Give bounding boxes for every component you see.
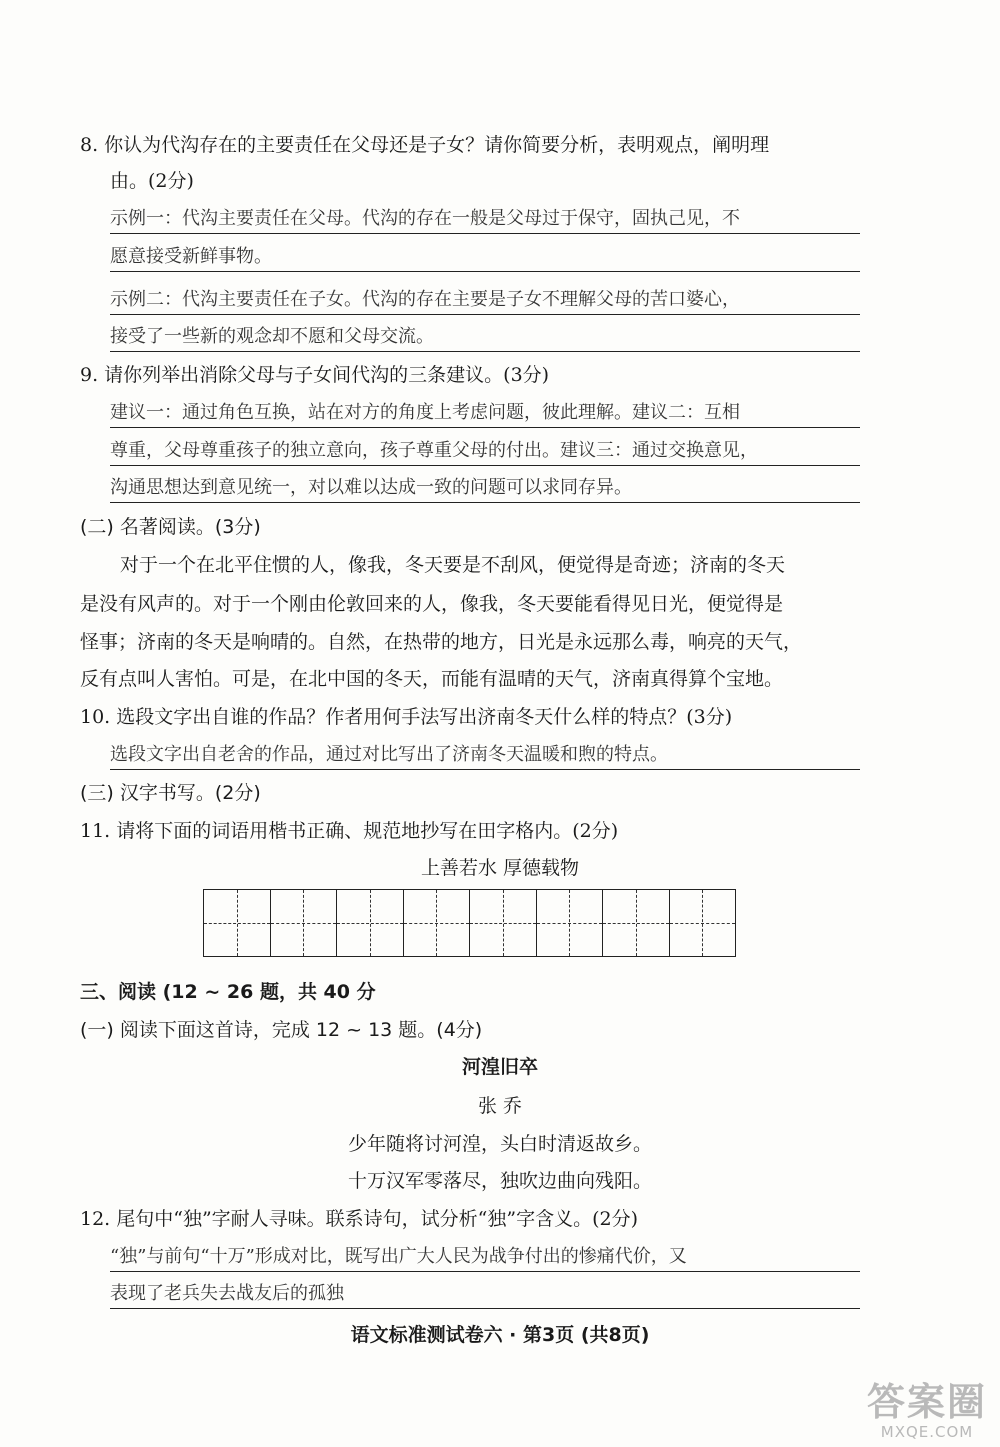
q10-line1: 10. 选段文字出自谁的作品？作者用何手法写出济南冬天什么样的特点？(3分): [80, 706, 733, 728]
section-2-title: (二) 名著阅读。(3分): [80, 516, 261, 538]
part-3-title: 三、阅读 (12 ~ 26 题，共 40 分: [80, 981, 376, 1003]
watermark-text: 答案圈: [866, 1380, 987, 1424]
page-footer: 语文标准测试卷六 · 第3页 (共8页): [350, 1324, 650, 1346]
q9-line1: 9. 请你列举出消除父母与子女间代沟的三条建议。(3分): [80, 364, 550, 386]
q8-answer-line1: 示例一：代沟主要责任在父母。代沟的存在一般是父母过于保守，固执己见，不: [110, 204, 860, 234]
passage-line3: 怪事；济南的冬天是响晴的。自然，在热带的地方，日光是永远那么毒，响亮的天气，: [80, 631, 803, 653]
q9-answer-line3: 沟通思想达到意见统一，对以难以达成一致的问题可以求同存异。: [110, 473, 860, 503]
q8-answer-line4: 接受了一些新的观念却不愿和父母交流。: [110, 322, 860, 352]
grid-cell[interactable]: [670, 890, 736, 956]
q8-answer-line3: 示例二：代沟主要责任在子女。代沟的存在主要是子女不理解父母的苦口婆心，: [110, 285, 860, 315]
q11-phrase: 上善若水 厚德载物: [420, 857, 580, 879]
q8-line1: 8. 你认为代沟存在的主要责任在父母还是子女？请你简要分析，表明观点，阐明理: [80, 134, 770, 156]
grid-cell[interactable]: [537, 890, 604, 956]
part-3-subtitle: (一) 阅读下面这首诗，完成 12 ~ 13 题。(4分): [80, 1019, 483, 1041]
watermark-url: MXQE.COM: [880, 1423, 974, 1441]
grid-cell[interactable]: [337, 890, 404, 956]
q8-answer-line2: 愿意接受新鲜事物。: [110, 242, 860, 272]
passage-line2: 是没有风声的。对于一个刚由伦敦回来的人，像我，冬天要能看得见日光，便觉得是: [80, 593, 784, 615]
grid-cell[interactable]: [470, 890, 537, 956]
grid-cell[interactable]: [271, 890, 338, 956]
q12-answer-line2: 表现了老兵失去战友后的孤独: [110, 1279, 860, 1309]
q12-line1: 12. 尾句中“独”字耐人寻味。联系诗句，试分析“独”字含义。(2分): [80, 1208, 639, 1230]
q12-answer-line1: “独”与前句“十万”形成对比，既写出广大人民为战争付出的惨痛代价，又: [110, 1242, 860, 1272]
poem-author: 张 乔: [477, 1095, 523, 1117]
poem-title: 河湟旧卒: [461, 1056, 538, 1078]
watermark-logo: [862, 1381, 992, 1441]
section-3-title: (三) 汉字书写。(2分): [80, 782, 261, 804]
q9-answer-line2: 尊重，父母尊重孩子的独立意向，孩子尊重父母的付出。建议三：通过交换意见，: [110, 436, 860, 466]
passage-line1: 对于一个在北平住惯的人，像我，冬天要是不刮风，便觉得是奇迹；济南的冬天: [120, 554, 786, 576]
tianzige-grid[interactable]: [203, 889, 736, 957]
q9-answer-line1: 建议一：通过角色互换，站在对方的角度上考虑问题，彼此理解。建议二：互相: [110, 398, 860, 428]
grid-cell[interactable]: [404, 890, 471, 956]
q10-answer-line1: 选段文字出自老舍的作品，通过对比写出了济南冬天温暖和煦的特点。: [110, 740, 860, 770]
q11-line1: 11. 请将下面的词语用楷书正确、规范地抄写在田字格内。(2分): [80, 820, 619, 842]
q8-line2: 由。(2分): [110, 170, 194, 192]
poem-line1: 少年随将讨河湟，头白时清返故乡。: [347, 1133, 652, 1155]
grid-cell[interactable]: [603, 890, 670, 956]
poem-line2: 十万汉军零落尽，独吹边曲向残阳。: [347, 1170, 652, 1192]
grid-cell[interactable]: [204, 890, 271, 956]
passage-line4: 反有点叫人害怕。可是，在北中国的冬天，而能有温晴的天气，济南真得算个宝地。: [80, 668, 784, 690]
